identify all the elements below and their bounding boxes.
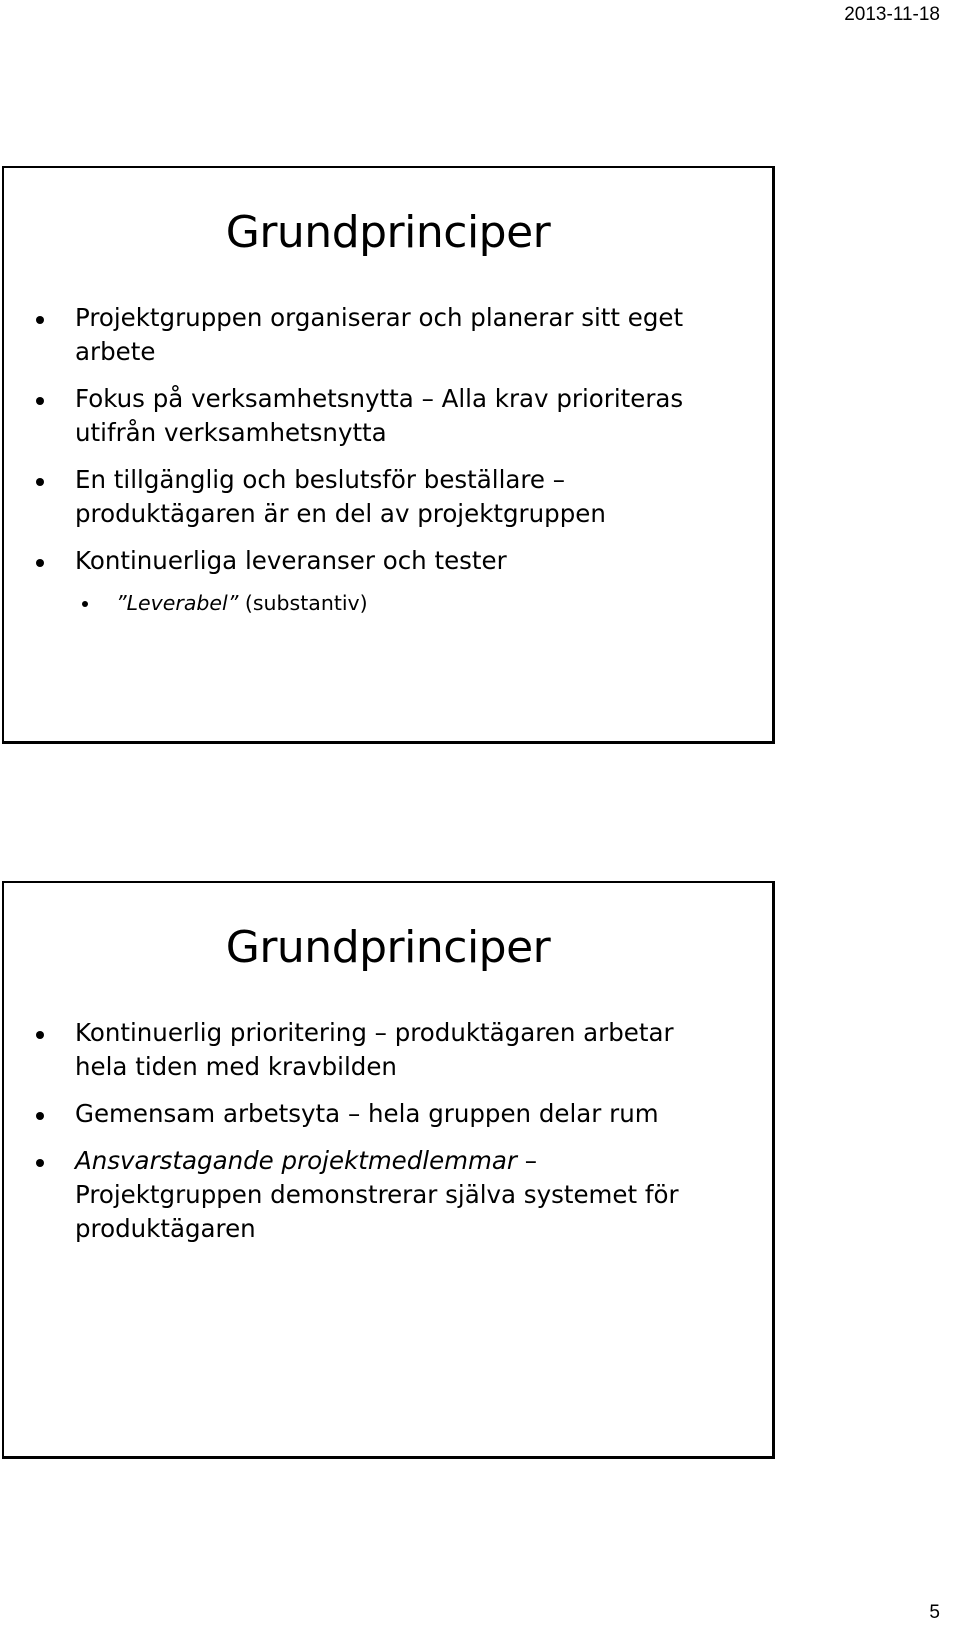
bullet-dot-icon xyxy=(36,316,44,324)
sub-bullet-item xyxy=(4,588,772,618)
bullet-item xyxy=(4,1144,772,1246)
bullet-text: Gemensam arbetsyta – hela gruppen delar rum xyxy=(75,1099,659,1128)
bullet-text: – Projektgruppen demonstrerar själva systemet för produktägaren xyxy=(75,1146,679,1243)
bullet-list xyxy=(4,1016,772,1259)
bullet-text: En tillgänglig och beslutsför beställare – produktägaren är en del av projektgruppen xyxy=(75,465,606,528)
bullet-item xyxy=(4,1016,772,1084)
sub-bullet-text: (substantiv) xyxy=(238,591,368,615)
bullet-text: Kontinuerliga leveranser och tester xyxy=(75,546,507,575)
slide-title: Grundprinciper xyxy=(225,922,551,973)
bullet-text: Fokus på verksamhetsnytta – Alla krav prioriteras utifrån verksamhetsnytta xyxy=(75,384,684,447)
bullet-dot-icon xyxy=(36,1112,44,1120)
bullet-text: Projektgruppen organiserar och planerar sitt eget arbete xyxy=(75,303,684,366)
bullet-item xyxy=(4,544,772,578)
bullet-italic-text: Ansvarstagande projektmedlemmar xyxy=(75,1146,518,1175)
bullet-item xyxy=(4,463,772,531)
bullet-dot-icon xyxy=(36,397,44,405)
bullet-list xyxy=(4,301,772,618)
bullet-item xyxy=(4,1097,772,1131)
slide-1 xyxy=(2,166,775,744)
bullet-dot-icon xyxy=(36,478,44,486)
sub-bullet-italic-text: ”Leverabel” xyxy=(116,591,239,615)
bullet-dot-icon xyxy=(36,1031,44,1039)
bullet-item xyxy=(4,382,772,450)
page-number: 5 xyxy=(929,1602,940,1623)
slide-2 xyxy=(2,881,775,1459)
bullet-dot-icon xyxy=(36,559,44,567)
bullet-text: Kontinuerlig prioritering – produktägaren arbetar hela tiden med kravbilden xyxy=(75,1018,674,1081)
sub-bullet-dot-icon xyxy=(82,601,88,607)
bullet-dot-icon xyxy=(36,1159,44,1167)
bullet-item xyxy=(4,301,772,369)
slide-title: Grundprinciper xyxy=(225,207,551,258)
page-date: 2013-11-18 xyxy=(844,4,940,25)
